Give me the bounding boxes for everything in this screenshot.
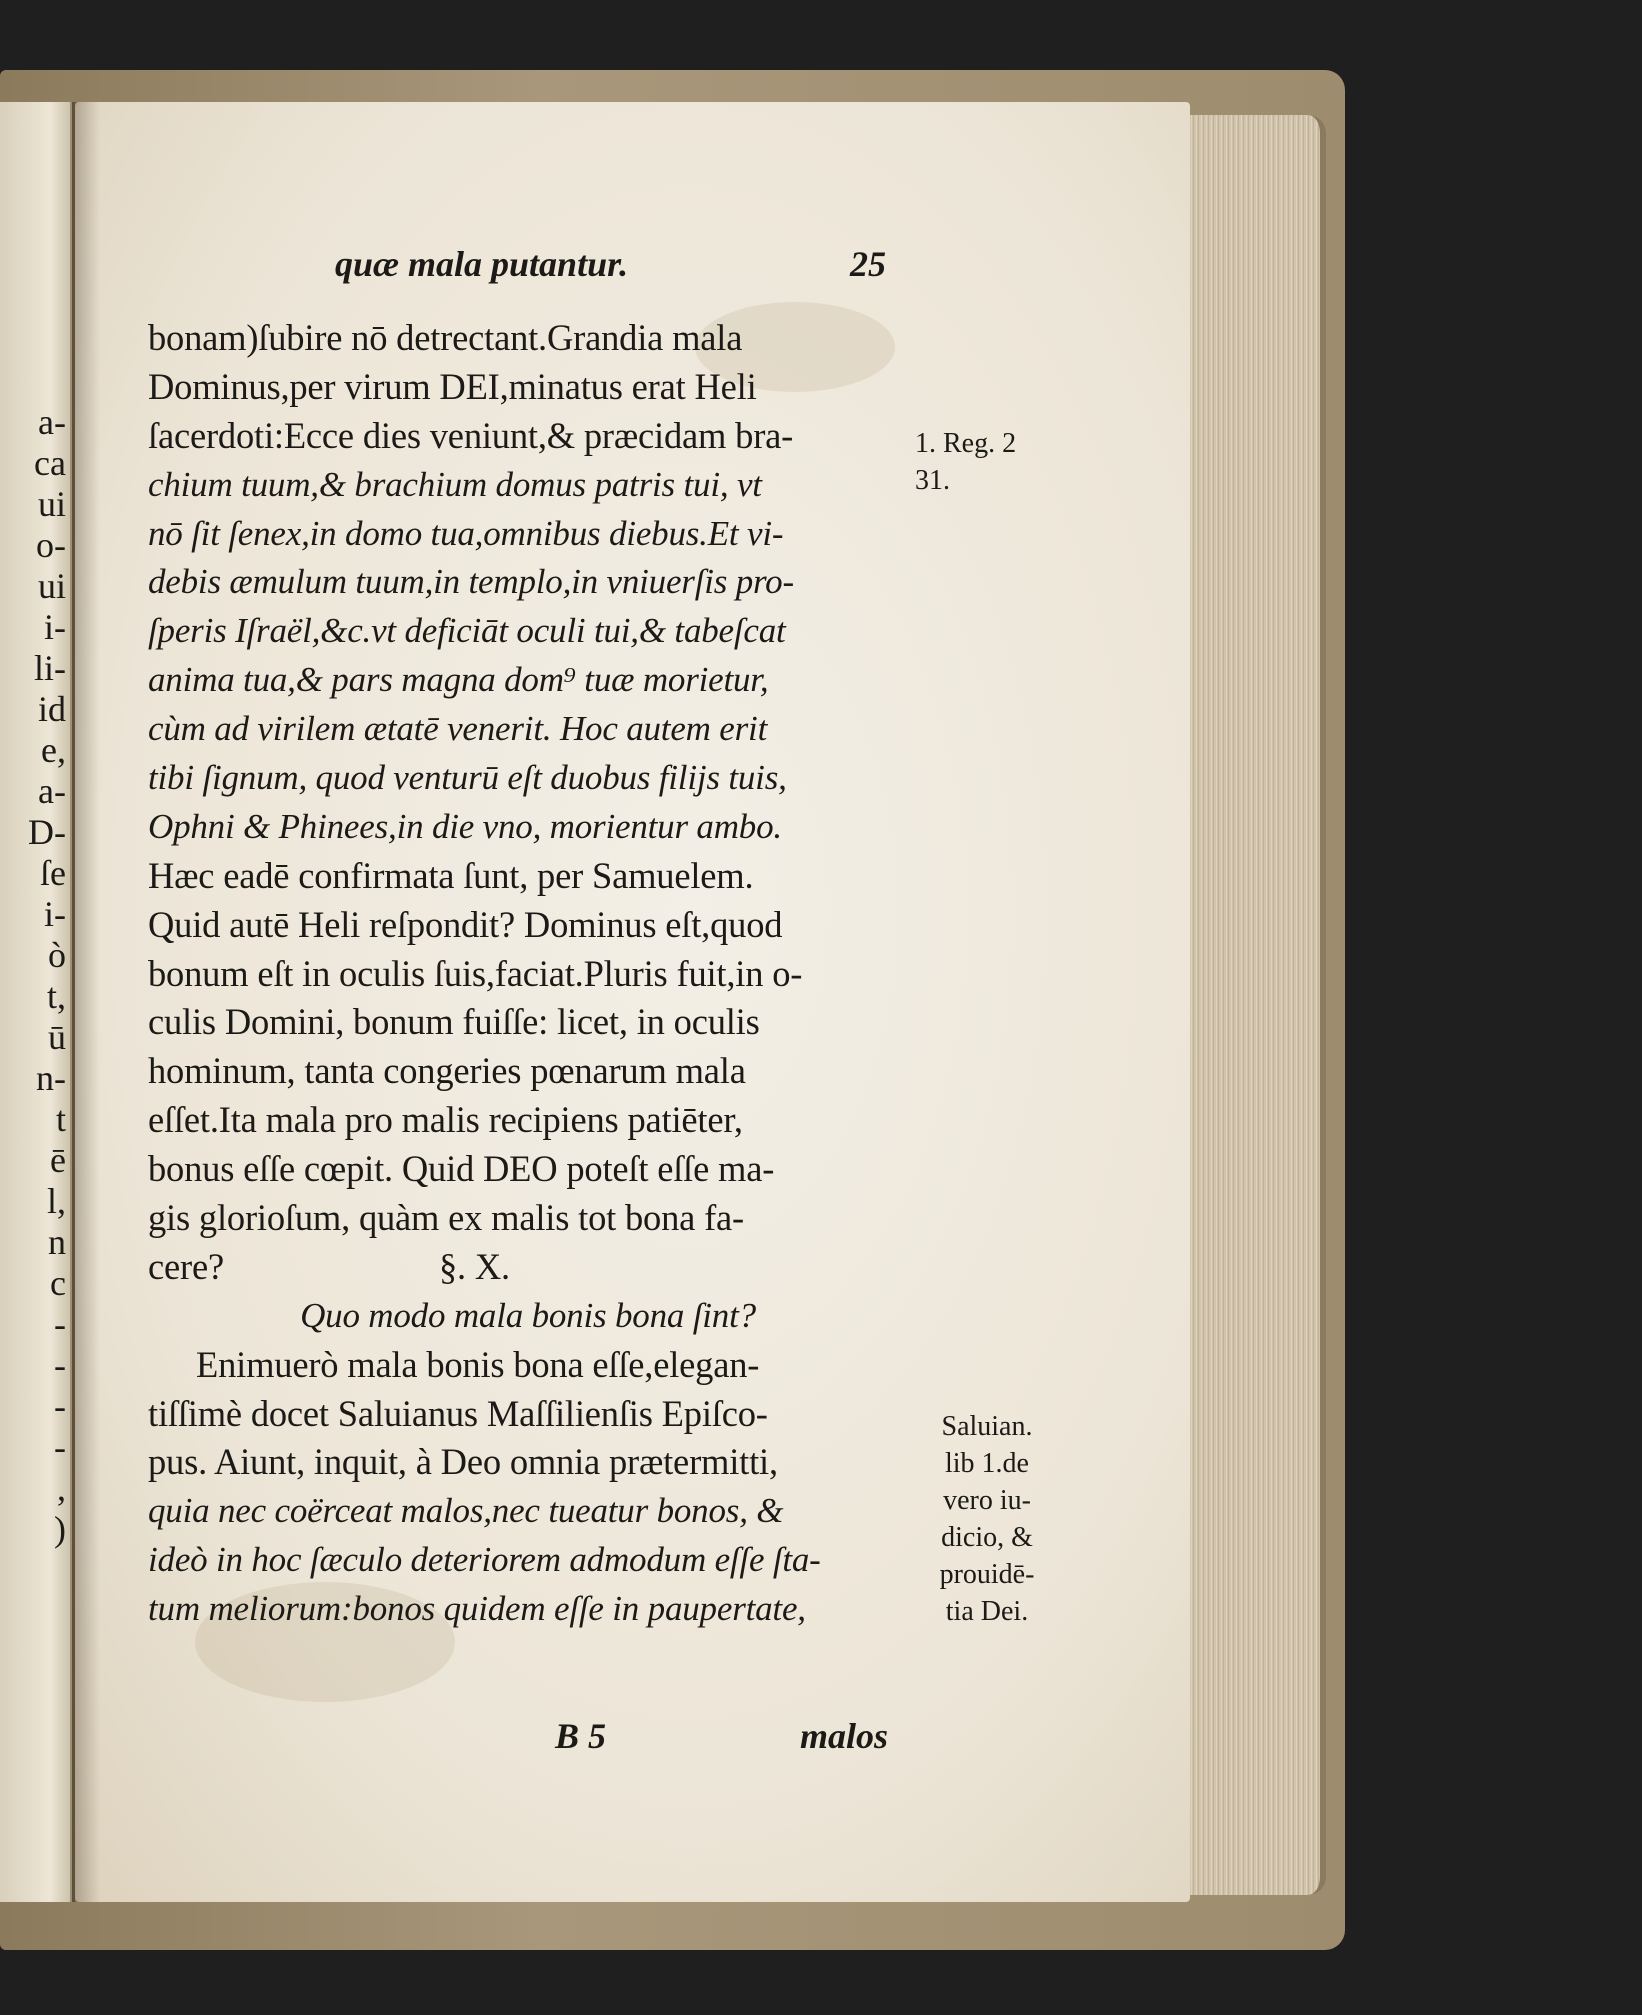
left-page-text-fragments [0, 402, 72, 1550]
text-line [148, 461, 908, 510]
text-line [148, 1438, 908, 1487]
left-fragment: a- [38, 771, 66, 811]
text-line [148, 705, 908, 754]
text-line [148, 1145, 908, 1194]
text-line-content: ideò in hoc ſæculo deteriorem admodum eſſe ſta- [148, 1540, 821, 1580]
left-fragment: ui [37, 484, 66, 524]
text-line-content: tibi ſignum, quod venturū eſt duobus filijs tuis, [148, 758, 787, 798]
text-line [148, 754, 908, 803]
left-fragment: D- [28, 812, 66, 852]
text-line [148, 558, 908, 607]
margin-note-line: lib 1.de [945, 1448, 1029, 1479]
text-line-content: anima tua,& pars magna dom⁹ tuæ morietur, [148, 660, 769, 700]
text-line-content: debis æmulum tuum,in templo,in vniuerſis pro- [148, 562, 794, 602]
left-fragment: ū [48, 1017, 66, 1057]
text-line-content: chium tuum,& brachium domus patris tui, vt [148, 464, 762, 504]
signature-mark: B 5 [555, 1716, 607, 1756]
margin-note-line: Saluian. [941, 1411, 1033, 1442]
text-line-content: ſacerdoti:Ecce dies veniunt,& præcidam bra- [148, 414, 794, 456]
text-line [148, 803, 908, 852]
left-fragment: n [48, 1222, 66, 1262]
left-fragment: - [54, 1427, 66, 1467]
left-fragment: id [37, 689, 66, 729]
left-fragment: - [54, 1386, 66, 1426]
margin-note-line: vero iu- [943, 1485, 1031, 1516]
text-line [148, 656, 908, 705]
left-fragment: - [54, 1345, 66, 1385]
text-line [148, 1096, 908, 1145]
margin-note-reg [915, 425, 1016, 499]
text-line [148, 510, 908, 559]
text-line-content: bonam)ſubire nō detrectant.Grandia mala [148, 317, 743, 358]
margin-note-line: tia Dei. [945, 1596, 1029, 1627]
left-fragment: , [57, 1468, 66, 1508]
page-number: 25 [850, 244, 886, 284]
text-line [148, 998, 908, 1047]
text-line [148, 1292, 908, 1341]
text-line-content: hominum, tanta congeries pœnarum mala [148, 1050, 746, 1092]
left-fragment: l, [46, 1181, 66, 1221]
text-line [148, 1585, 908, 1634]
left-fragment: o- [36, 525, 66, 565]
text-line-content: Hæc eadē confirmata ſunt, per Samuelem. [148, 854, 754, 896]
left-fragment: ca [34, 443, 66, 483]
text-line-content: ſperis Iſraël,&c.vt deficiāt oculi tui,& tabeſcat [148, 611, 786, 651]
text-line-content: cere? [148, 1245, 224, 1287]
spine-shadow [70, 102, 100, 1902]
main-text [148, 314, 908, 1634]
margin-note-line: prouidē- [939, 1559, 1035, 1590]
catchword: malos [800, 1716, 889, 1756]
text-line [148, 412, 908, 461]
text-line-content: Ophni & Phinees,in die vno, morientur ambo. [148, 806, 782, 846]
left-fragment: ) [54, 1509, 66, 1549]
text-line-content: Dominus,per virum DEI,minatus erat Heli [148, 365, 757, 407]
left-fragment: n- [36, 1058, 66, 1098]
text-line [148, 1341, 908, 1390]
text-line [148, 1194, 908, 1243]
running-head: quæ mala putantur. [335, 244, 629, 284]
left-fragment: i- [44, 894, 66, 934]
text-line [148, 1243, 908, 1292]
text-line-content: gis glorioſum, quàm ex malis tot bona fa- [148, 1197, 744, 1239]
section-heading: §. X. [438, 1245, 510, 1287]
text-line [148, 852, 908, 901]
margin-note-line: dicio, & [941, 1522, 1033, 1553]
left-fragment: i- [44, 607, 66, 647]
left-fragment: t, [46, 976, 66, 1016]
text-line-content: bonum eſt in oculis ſuis,faciat.Pluris fuit,in o- [148, 952, 803, 994]
left-fragment: li- [34, 648, 66, 688]
text-line [148, 1390, 908, 1439]
text-line-content: pus. Aiunt, inquit, à Deo omnia prætermitti, [148, 1441, 778, 1483]
text-line-content: bonus eſſe cœpit. Quid DEO poteſt eſſe ma- [148, 1148, 775, 1190]
left-fragment: a- [38, 402, 66, 442]
text-line-content: eſſet.Ita mala pro malis recipiens patiēter, [148, 1099, 743, 1141]
text-line-content: Enimuerò mala bonis bona eſſe,elegan- [196, 1343, 760, 1385]
text-line-content: nō ſit ſenex,in domo tua,omnibus diebus.Et vi- [148, 513, 784, 553]
text-line [148, 950, 908, 999]
text-line-content: Quo modo mala bonis bona ſint? [300, 1295, 756, 1335]
text-line-content: culis Domini, bonum fuiſſe: licet, in oculis [148, 1001, 760, 1043]
text-line [148, 314, 908, 363]
text-line [148, 363, 908, 412]
text-line [148, 1487, 908, 1536]
text-line-content: Quid autē Heli reſpondit? Dominus eſt,quod [148, 903, 783, 945]
text-line [148, 901, 908, 950]
left-fragment: e, [41, 730, 66, 770]
left-fragment: ē [50, 1140, 66, 1180]
margin-note-line: 1. Reg. 2 [915, 428, 1017, 459]
margin-note-line: 31. [915, 465, 950, 496]
text-line-content: tum meliorum:bonos quidem eſſe in paupertate, [148, 1589, 806, 1629]
left-fragment: ò [48, 935, 66, 975]
left-fragment: t [55, 1099, 66, 1139]
text-line [148, 1047, 908, 1096]
margin-note-saluian [917, 1408, 1057, 1630]
text-line [148, 1536, 908, 1585]
text-line-content: cùm ad virilem ætatē venerit. Hoc autem erit [148, 709, 768, 749]
left-fragment: - [54, 1304, 66, 1344]
left-fragment: ſe [40, 853, 66, 893]
text-line-content: tiſſimè docet Saluianus Maſſilienſis Epiſco- [148, 1392, 768, 1434]
left-fragment: ui [37, 566, 66, 606]
left-fragment: c [50, 1263, 66, 1303]
text-line [148, 607, 908, 656]
left-page [0, 102, 75, 1902]
text-line-content: quia nec coërceat malos,nec tueatur bonos, & [148, 1491, 784, 1531]
